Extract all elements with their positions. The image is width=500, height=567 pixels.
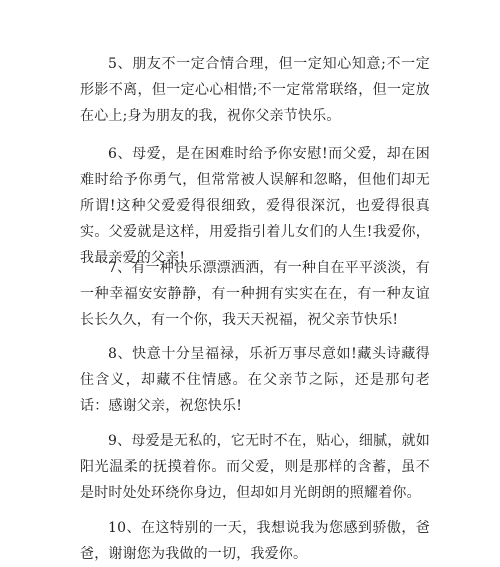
paragraph-10: 10、在这特别的一天，我想说我为您感到骄傲，爸爸，谢谢您为我做的一切，我爱你。: [80, 520, 430, 562]
paragraph-5: 5、朋友不一定合情合理，但一定知心知意;不一定形影不离，但一定心心相惜;不一定常常联络，但一定放在心上;身为朋友的我，祝你父亲节快乐。: [80, 56, 430, 124]
paragraph-8: 8、快意十分呈福禄，乐祈万事尽意如!藏头诗藏得住含义，却藏不住情感。在父亲节之际，还是那句老话：感谢父亲，祝您快乐!: [80, 346, 430, 414]
paragraph-7: 7、有一种快乐漂漂洒洒，有一种自在平平淡淡，有一种幸福安安静静，有一种拥有实实在在，有一种友谊长长久久，有一个你，我天天祝福，祝父亲节快乐!: [80, 260, 430, 328]
paragraph-9: 9、母爱是无私的，它无时不在，贴心，细腻，就如阳光温柔的抚摸着你。而父爱，则是那样的含蓄，虽不是时时处处环绕你身边，但却如月光朗朗的照耀着你。: [80, 433, 430, 501]
paragraph-6: 6、母爱，是在困难时给予你安慰!而父爱，却在困难时给予你勇气，但常常被人误解和忽略，但他们却无所谓!这种父爱爱得很细致，爱得很深沉，也爱得很真实。父爱就是这样，用爱指引着儿女们的人生!我爱你，我最亲爱的父亲!: [80, 146, 430, 266]
